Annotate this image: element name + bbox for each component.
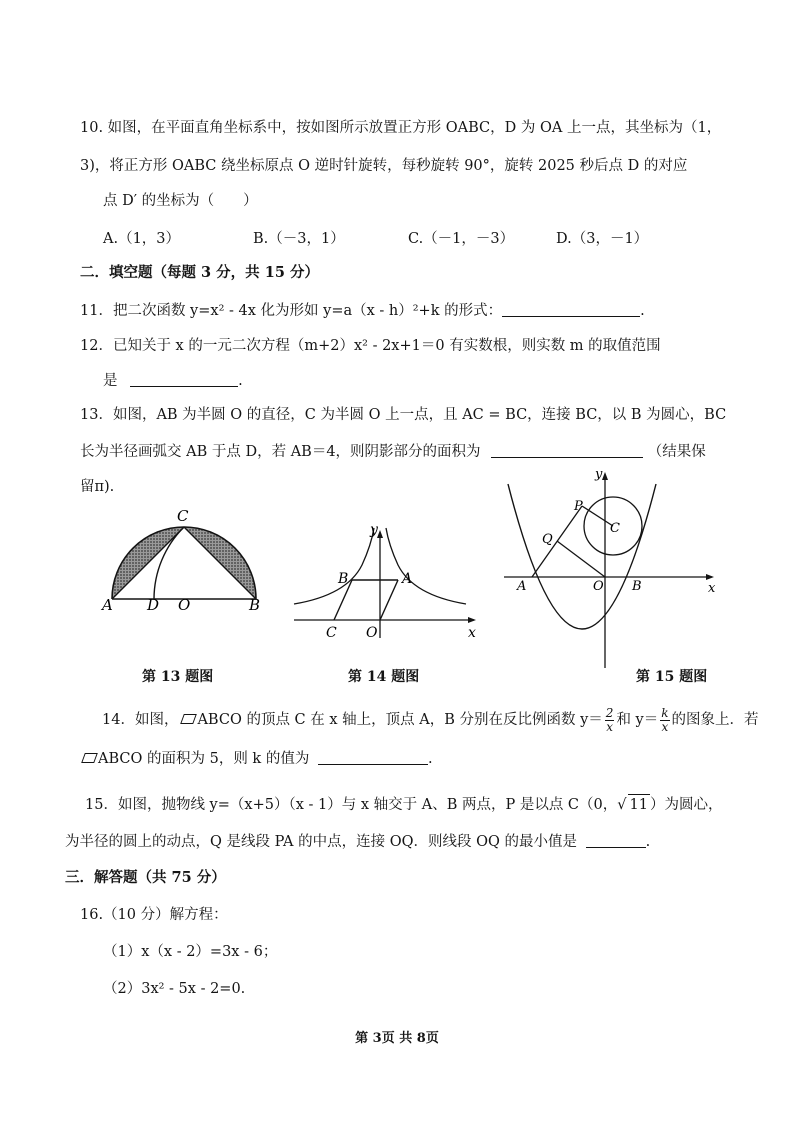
fig14-label-a: A (402, 571, 413, 587)
q14-fraction-2-over-x (605, 707, 615, 734)
q14-pre: 14．如图， (102, 712, 179, 728)
fig15-label-b: B (632, 579, 642, 594)
q14-post: 的图象上．若 (671, 712, 759, 728)
fig13-label-d: D (147, 596, 160, 614)
fig14-label-x: x (468, 625, 476, 641)
q15-pre: 15．如图，抛物线 y=（x+5）（x - 1）与 x 轴交于 A、B 两点，P 是以点 C（0， (85, 797, 618, 813)
q14-frac2-num: k (661, 705, 669, 720)
figure-14-caption: 第 14 题图 (348, 669, 420, 685)
parallelogram-icon (181, 714, 198, 724)
fig14-curve-left (294, 528, 374, 604)
q10-line2: 3)，将正方形 OABC 绕坐标原点 O 逆时针旋转，每秒旋转 90°，旋转 2025 秒后点 D 的对应 (80, 158, 688, 174)
q12-line1: 12．已知关于 x 的一元二次方程（m+2）x² - 2x+1＝0 有实数根，则实数 m 的取值范围 (80, 338, 661, 354)
q13-text: 长为半径画弧交 AB 于点 D，若 AB＝4，则阴影部分的面积为 (80, 444, 481, 460)
fig15-y-arrow (602, 472, 608, 480)
figure-14 (290, 520, 490, 645)
fig15-label-c: C (610, 521, 620, 536)
q10-option-c: C.（－1，－3） (408, 231, 515, 247)
q13-text-end: （结果保 (647, 444, 706, 460)
fig13-label-o: O (178, 596, 191, 614)
q12-end: . (238, 373, 243, 389)
q14-frac1-den: x (606, 719, 613, 734)
fig15-segment-oq (557, 541, 605, 577)
q14-frac2-den: x (661, 719, 669, 734)
parallelogram-icon (81, 753, 98, 763)
fig15-segment-pc (582, 506, 613, 526)
figure-13 (90, 505, 280, 615)
q14-answer-blank[interactable] (318, 750, 428, 765)
fig15-label-o: O (593, 579, 604, 594)
figure-15-caption: 第 15 题图 (636, 669, 708, 685)
fig14-x-arrow (468, 617, 476, 623)
fig15-label-x: x (708, 581, 716, 596)
q13-line1: 13．如图，AB 为半圆 O 的直径，C 为半圆 O 上一点，且 AC = BC，连接 BC，以 B 为圆心，BC (80, 407, 727, 423)
q12-answer-blank[interactable] (130, 372, 238, 387)
fig14-label-b: B (338, 571, 349, 587)
fig14-side-ao (380, 580, 398, 620)
q13-answer-blank[interactable] (491, 443, 643, 458)
q16-part1: （1）x（x - 2）=3x - 6； (103, 944, 278, 960)
q12-text: 是 (103, 373, 118, 389)
q15-text: 为半径的圆上的动点，Q 是线段 PA 的中点，连接 OQ．则线段 OQ 的最小值是 (65, 834, 577, 850)
q14-line1 (102, 706, 759, 734)
section2-title: 二．填空题（每题 3 分，共 15 分） (80, 264, 319, 281)
q14-text: ABCO 的面积为 5，则 k 的值为 (98, 751, 310, 767)
q14-frac1-num: 2 (605, 705, 614, 720)
fig15-label-y: y (595, 467, 603, 482)
q15-line2 (65, 832, 650, 852)
fig14-label-y: y (370, 522, 378, 538)
q14-fraction-k-over-x (660, 707, 669, 734)
q11-end: . (640, 303, 645, 319)
q14-end: . (427, 751, 433, 767)
q14-line2 (80, 749, 433, 769)
fig13-label-a: A (102, 596, 113, 614)
q10-line3: 点 D′ 的坐标为（ ） (103, 193, 258, 209)
figure-13-caption: 第 13 题图 (142, 669, 214, 685)
q14-mid2: 和 y＝ (616, 712, 659, 728)
fig15-label-q: Q (542, 532, 553, 547)
q15-line1 (85, 794, 722, 815)
q13-line3: 留π). (80, 479, 115, 495)
fig14-label-c: C (326, 625, 337, 641)
q13-line2 (80, 442, 706, 462)
fig13-label-b: B (249, 596, 261, 614)
q14-mid1: ABCO 的顶点 C 在 x 轴上，顶点 A，B 分别在反比例函数 y＝ (197, 712, 603, 728)
fig15-label-p: P (574, 499, 583, 514)
section3-title: 三．解答题（共 75 分） (65, 869, 226, 886)
q10-option-b: B.（－3，1） (253, 231, 345, 247)
q10-line1: 10. 如图，在平面直角坐标系中，按如图所示放置正方形 OABC，D 为 OA 上一点，其坐标为（1， (80, 120, 722, 136)
q16-part2: （2）3x² - 5x - 2=0. (103, 981, 246, 997)
q15-post: ）为圆心， (649, 797, 723, 813)
fig15-x-arrow (706, 574, 714, 580)
fig14-label-o: O (366, 625, 378, 641)
fig13-label-c: C (177, 507, 189, 525)
q15-answer-blank[interactable] (586, 833, 646, 848)
q11-line (80, 301, 645, 321)
q10-option-a: A.（1，3） (103, 231, 181, 247)
q15-end: . (645, 834, 651, 850)
q12-line2 (103, 371, 243, 391)
q11-answer-blank[interactable] (502, 302, 640, 317)
sqrt-icon: √ (617, 797, 627, 813)
q11-text: 11．把二次函数 y=x² - 4x 化为形如 y=a（x - h）²+k 的形式： (80, 303, 503, 319)
q10-option-d: D.（3，－1） (556, 231, 649, 247)
page-footer: 第 3页 共 8页 (355, 1031, 439, 1046)
q15-sqrt-value: 11 (628, 794, 650, 815)
fig15-label-a: A (517, 579, 527, 594)
figure-15 (500, 467, 726, 675)
q16-title: 16.（10 分）解方程： (80, 907, 228, 923)
fig14-curve-right (386, 528, 466, 604)
